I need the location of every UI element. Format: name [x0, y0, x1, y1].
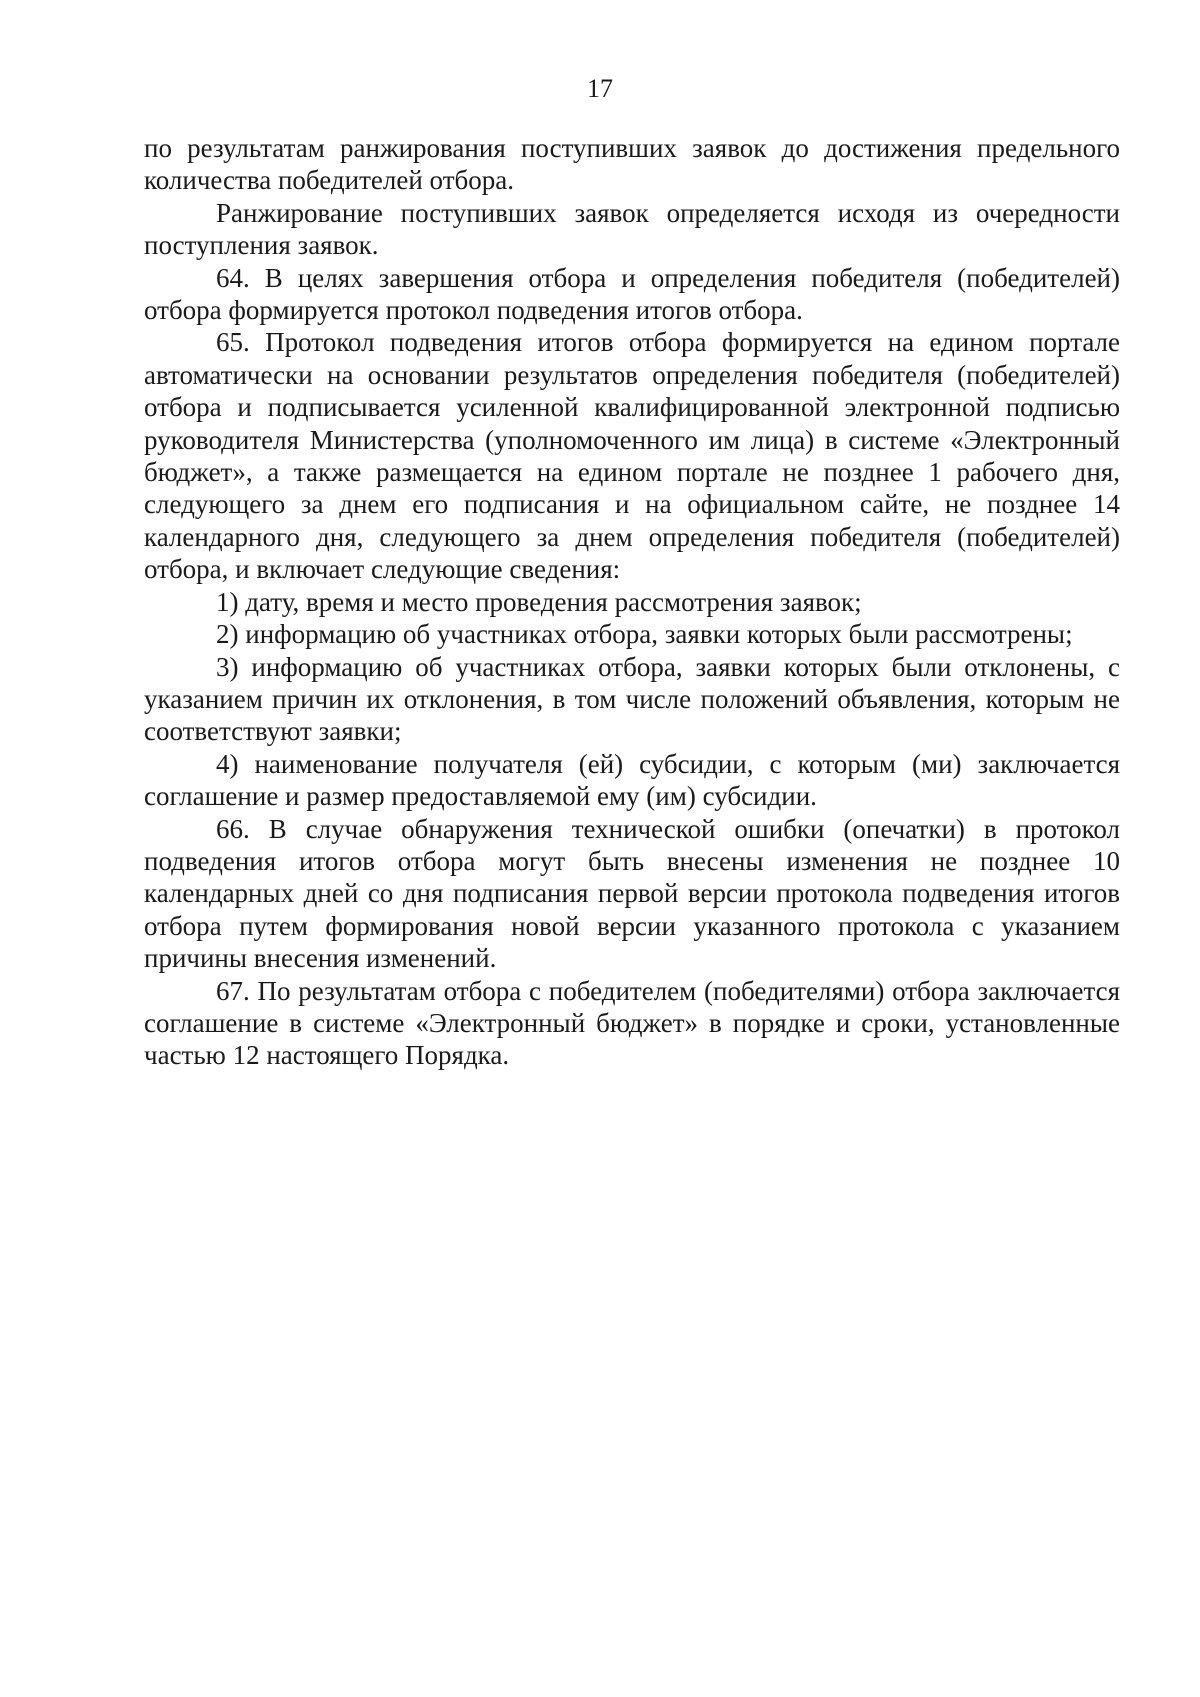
- paragraph-item-66: 66. В случае обнаружения технической ошибки (опечатки) в протокол подведения итогов отбора могут быть внесены изменения не позднее 10 календарных дней со дня подписания первой версии протокола подведения итогов отбора путем формирования новой версии указанного протокола с указанием причины внесения изменений.: [144, 813, 1120, 974]
- document-body: [144, 132, 1120, 1072]
- list-item-65-4: 4) наименование получателя (ей) субсидии, с которым (ми) заключается соглашение и размер предоставляемой ему (им) субсидии.: [144, 748, 1120, 812]
- paragraph-item-67: 67. По результатам отбора с победителем (победителями) отбора заключается соглашение в системе «Электронный бюджет» в порядке и сроки, установленные частью 12 настоящего Порядка.: [144, 975, 1120, 1071]
- paragraph-continuation: по результатам ранжирования поступивших заявок до достижения предельного количества победителей отбора.: [144, 133, 1120, 196]
- page-number: 17: [587, 74, 613, 103]
- paragraph-ranking: Ранжирование поступивших заявок определяется исходя из очередности поступления заявок.: [144, 197, 1120, 261]
- list-item-65-2: 2) информацию об участниках отбора, заявки которых были рассмотрены;: [216, 619, 1073, 650]
- paragraph-item-65: 65. Протокол подведения итогов отбора формируется на едином портале автоматически на основании результатов определения победителя (победителей) отбора и подписывается усиленной квалифицированной электронной подписью руководителя Министерства (уполномоченного им лица) в системе «Электронный бюджет», а также размещается на едином портале не позднее 1 рабочего дня, следующего за днем его подписания и на официальном сайте, не позднее 14 календарного дня, следующего за днем определения победителя (победителей) отбора, и включает следующие сведения:: [144, 327, 1120, 585]
- list-item-65-3: 3) информацию об участниках отбора, заявки которых были отклонены, с указанием причин их отклонения, в том числе положений объявления, которым не соответствуют заявки;: [144, 651, 1120, 747]
- list-item-65-1: 1) дату, время и место проведения рассмотрения заявок;: [216, 586, 862, 617]
- paragraph-item-64: 64. В целях завершения отбора и определения победителя (победителей) отбора формируется протокол подведения итогов отбора.: [144, 262, 1120, 326]
